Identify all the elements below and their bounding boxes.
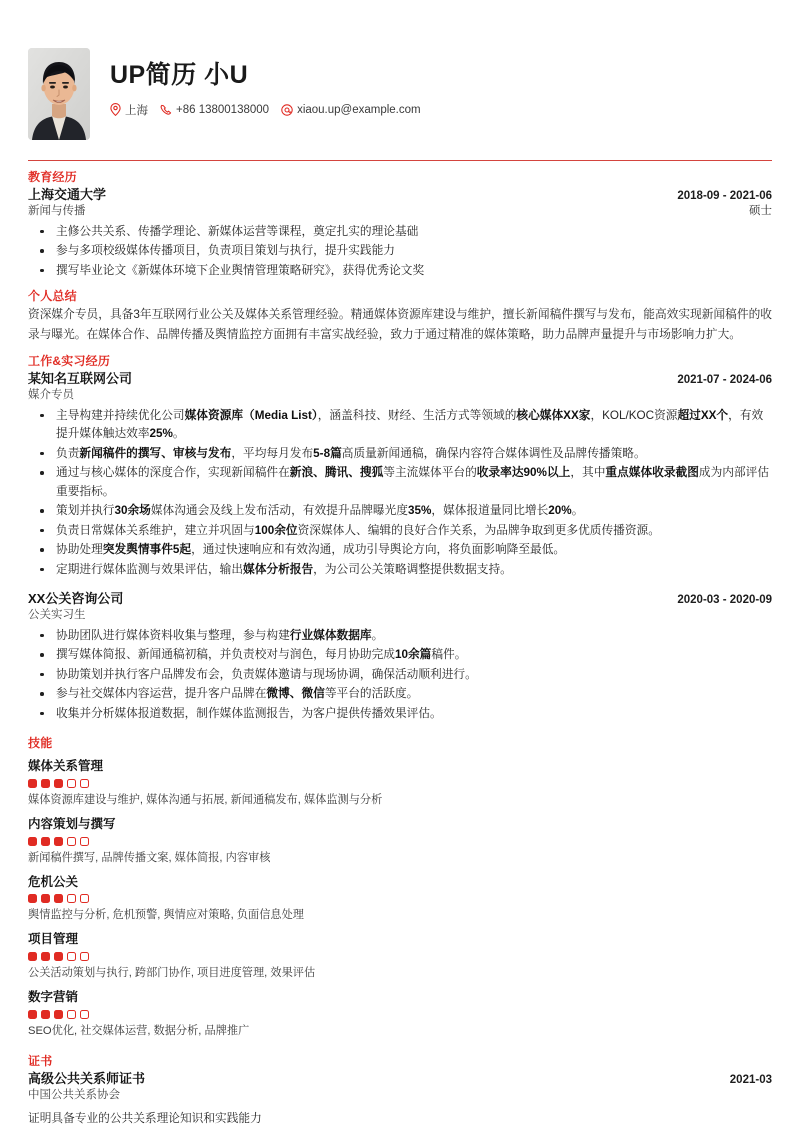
skill-dot-empty	[67, 894, 76, 903]
certificate-date: 2021-03	[729, 1073, 772, 1086]
experience-date: 2021-07 - 2024-06	[677, 374, 772, 387]
contact-location	[110, 102, 148, 118]
list-item: 参与社交媒体内容运营，提升客户品牌在微博、微信等平台的活跃度。	[28, 685, 772, 703]
skill-dot-filled	[54, 837, 63, 846]
skill-dot-empty	[80, 1010, 89, 1019]
skill-item	[28, 989, 772, 1040]
skill-level-dots	[28, 1010, 772, 1019]
contact-phone	[160, 104, 269, 116]
skill-dot-empty	[80, 952, 89, 961]
skill-dot-empty	[80, 837, 89, 846]
school-name: 上海交通大学	[28, 187, 107, 202]
contact-list	[110, 102, 427, 118]
list-item: 策划并执行30余场媒体沟通会及线上发布活动，有效提升品牌曝光度35%，媒体报道量同比增长20%。	[28, 502, 772, 520]
list-item: 协助策划并执行客户品牌发布会，负责媒体邀请与现场协调，确保活动顺利进行。	[28, 666, 772, 684]
skill-dot-filled	[41, 894, 50, 903]
education-degree: 硕士	[749, 205, 772, 218]
skill-item	[28, 816, 772, 867]
skill-name: 内容策划与撰写	[28, 816, 116, 831]
skill-name: 数字营销	[28, 989, 79, 1004]
skill-level-dots	[28, 837, 772, 846]
experience-entry	[28, 590, 772, 723]
skill-dot-filled	[54, 1010, 63, 1019]
contact-email-text: xiaou.up@example.com	[297, 103, 421, 116]
section-education	[28, 170, 772, 280]
skill-dot-filled	[54, 779, 63, 788]
section-skills	[28, 736, 772, 1039]
list-item: 撰写毕业论文《新媒体环境下企业舆情管理策略研究》，获得优秀论文奖	[28, 262, 772, 280]
skill-dot-filled	[41, 952, 50, 961]
email-at-icon	[281, 104, 293, 116]
experience-entry	[28, 370, 772, 579]
list-item: 负责日常媒体关系维护，建立并巩固与100余位资深媒体人、编辑的良好合作关系，为品牌争取到更多优质传播资源。	[28, 522, 772, 540]
list-item: 收集并分析媒体报道数据，制作媒体监测报告，为客户提供传播效果评估。	[28, 705, 772, 723]
section-title-certificates: 证书	[28, 1053, 53, 1068]
skill-dot-filled	[41, 1010, 50, 1019]
avatar	[28, 48, 90, 140]
skill-description: 新闻稿件撰写, 品牌传播文案, 媒体简报, 内容审核	[28, 851, 271, 864]
skill-dot-empty	[67, 837, 76, 846]
skill-dot-empty	[67, 1010, 76, 1019]
skill-item	[28, 758, 772, 809]
list-item: 协助处理突发舆情事件5起，通过快速响应和有效沟通，成功引导舆论方向，将负面影响降至最低。	[28, 541, 772, 559]
section-title-summary: 个人总结	[28, 289, 77, 304]
skill-level-dots	[28, 779, 772, 788]
location-pin-icon	[110, 103, 121, 116]
skill-dot-empty	[67, 952, 76, 961]
identity-block	[110, 48, 427, 118]
list-item: 定期进行媒体监测与效果评估，输出媒体分析报告，为公司公关策略调整提供数据支持。	[28, 561, 772, 579]
skill-item	[28, 931, 772, 982]
page-title: UP简历 小U	[110, 61, 249, 89]
contact-email	[281, 104, 421, 116]
skill-description: SEO优化, 社交媒体运营, 数据分析, 品牌推广	[28, 1024, 250, 1037]
company-name: 某知名互联网公司	[28, 371, 133, 387]
skill-dot-filled	[28, 779, 37, 788]
skill-level-dots	[28, 894, 772, 903]
education-major: 新闻与传播	[28, 205, 86, 218]
certificate-issuer: 中国公共关系协会	[28, 1088, 120, 1101]
job-title: 媒介专员	[28, 389, 74, 402]
section-certificates	[28, 1054, 772, 1129]
education-bullets	[28, 223, 772, 280]
skill-dot-filled	[41, 837, 50, 846]
summary-text: 资深媒介专员，具备3年互联网行业公关及媒体关系管理经验。精通媒体资源库建设与维护，擅长新闻稿件撰写与发布，能高效实现新闻稿件的收录与曝光。在媒体合作、品牌传播及舆情监控方面拥有丰富实战经验，致力于通过精准的媒体策略，助力品牌声量提升与市场影响力扩大。	[28, 308, 772, 342]
education-date: 2018-09 - 2021-06	[677, 190, 772, 202]
skill-dot-filled	[41, 779, 50, 788]
list-item: 撰写媒体简报、新闻通稿初稿，并负责校对与润色，每月协助完成10余篇稿件。	[28, 646, 772, 664]
contact-location-text: 上海	[125, 104, 148, 117]
section-experience	[28, 354, 772, 723]
skill-name: 媒体关系管理	[28, 759, 104, 774]
skill-description: 媒体资源库建设与维护, 媒体沟通与拓展, 新闻通稿发布, 媒体监测与分析	[28, 794, 383, 807]
section-title-education: 教育经历	[28, 170, 77, 184]
list-item: 负责新闻稿件的撰写、审核与发布，平均每月发布5-8篇高质量新闻通稿，确保内容符合媒体调性及品牌传播策略。	[28, 445, 772, 463]
skill-description: 公关活动策划与执行, 跨部门协作, 项目进度管理, 效果评估	[28, 967, 316, 980]
skill-level-dots	[28, 952, 772, 961]
contact-phone-text: +86 13800138000	[176, 103, 270, 116]
skill-dot-filled	[28, 1010, 37, 1019]
section-title-skills: 技能	[28, 736, 53, 751]
job-title: 公关实习生	[28, 609, 86, 622]
resume-header	[28, 0, 772, 154]
skill-name: 危机公关	[28, 874, 79, 889]
list-item: 协助团队进行媒体资料收集与整理，参与构建行业媒体数据库。	[28, 627, 772, 645]
skill-dot-filled	[54, 894, 63, 903]
list-item: 参与多项校级媒体传播项目，负责项目策划与执行，提升实践能力	[28, 242, 772, 260]
list-item: 主导构建并持续优化公司媒体资源库（Media List），涵盖科技、财经、生活方式等领域的核心媒体XX家，KOL/KOC资源超过XX个，有效提升媒体触达效率25%。	[28, 407, 772, 444]
skill-dot-empty	[67, 779, 76, 788]
certificate-description: 证明具备专业的公共关系理论知识和实践能力	[28, 1112, 262, 1126]
education-entry	[28, 186, 772, 280]
header-divider	[28, 160, 772, 161]
phone-icon	[160, 104, 172, 116]
experience-date: 2020-03 - 2020-09	[677, 594, 772, 607]
list-item: 通过与核心媒体的深度合作，实现新闻稿件在新浪、腾讯、搜狐等主流媒体平台的收录率达90%以上，其中重点媒体收录截图成为内部评估重要指标。	[28, 464, 772, 501]
skill-dot-empty	[80, 894, 89, 903]
section-summary	[28, 289, 772, 345]
skill-dot-filled	[28, 952, 37, 961]
skill-dot-filled	[54, 952, 63, 961]
skill-name: 项目管理	[28, 932, 79, 947]
skill-item	[28, 874, 772, 925]
skill-dot-filled	[28, 894, 37, 903]
skill-description: 舆情监控与分析, 危机预警, 舆情应对策略, 负面信息处理	[28, 909, 304, 922]
experience-bullets	[28, 627, 772, 723]
list-item: 主修公共关系、传播学理论、新媒体运营等课程，奠定扎实的理论基础	[28, 223, 772, 241]
skill-dot-filled	[28, 837, 37, 846]
company-name: XX公关咨询公司	[28, 591, 124, 607]
section-title-experience: 工作&实习经历	[28, 354, 111, 369]
experience-bullets	[28, 407, 772, 579]
certificate-name: 高级公共关系师证书	[28, 1070, 146, 1086]
skill-dot-empty	[80, 779, 89, 788]
certificate-entry	[28, 1070, 772, 1129]
